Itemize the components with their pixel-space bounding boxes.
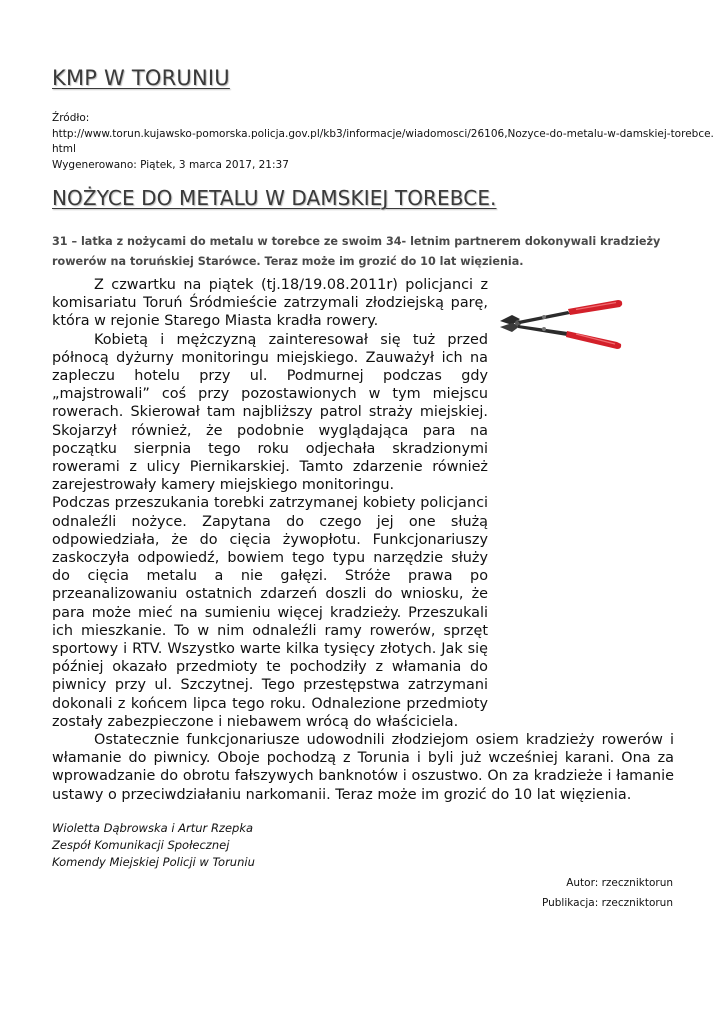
signature-block bbox=[52, 820, 255, 871]
publication-credit: Publikacja: rzeczniktorun bbox=[541, 897, 673, 909]
source-label: Źródło: bbox=[52, 112, 90, 124]
credits-block bbox=[542, 873, 673, 913]
article-title[interactable]: NOŻYCE DO METALU W DAMSKIEJ TOREBCE. bbox=[52, 186, 497, 210]
paragraph-3: Podczas przeszukania torebki zatrzymanej kobiety policjanci odnaleźli nożyce. Zapytana do czego jej one służą odpowiedziała, że do cięcia żywopłotu. Funkcjonariuszy zaskoczyła odpowiedź, bowiem tego typu narzędzie służy do cięcia metalu a nie gałęzi. Stróże prawa po przeanalizowaniu ostatnich zdarzeń doszli do wniosku, że para może mieć na sumieniu więcej kradzieży. Przeszukali ich mieszkanie. To w nim odnaleźli ramy rowerów, sprzęt sportowy i RTV. Wszystko warte kilka tysięcy złotych. Jak się później okazało przedmioty te pochodziły z włamania do piwnicy przy ul. Szczytnej. Tego przestępstwa zatrzymani dokonali z końcem lipca tego roku. Odnalezione przedmioty zostały zabezpieczone i niebawem wrócą do właściciela. bbox=[52, 495, 488, 730]
source-url-line1[interactable]: http://www.torun.kujawsko-pomorska.policja.gov.pl/kb3/informacje/wiadomosci/26106,Nozyce-do-metalu-w-damskiej-torebce. bbox=[52, 127, 714, 140]
paragraph-1: Z czwartku na piątek (tj.18/19.08.2011r) policjanci z komisariatu Toruń Śródmieście zatrzymali złodziejską parę, która w rejonie Starego Miasta kradła rowery. bbox=[52, 277, 488, 330]
generated-date: Wygenerowano: Piątek, 3 marca 2017, 21:37 bbox=[52, 158, 289, 171]
paragraph-4: Ostatecznie funkcjonariusze udowodnili złodziejom osiem kradzieży rowerów i włamanie do piwnicy. Oboje pochodzą z Torunia i byli już wcześniej karani. Ona za wprowadzanie do obrotu fałszywych banknotów i oszustwo. On za kradzieże i łamanie ustawy o przeciwdziałaniu narkomanii. Teraz może im grozić do 10 lat więzienia. bbox=[52, 732, 674, 803]
paragraph-2: Kobietą i mężczyzną zainteresował się tuż przed północą dyżurny monitoringu miejskiego. Zauważył ich na zapleczu hotelu przy ul. Podmurnej podczas gdy „majstrowali” coś przy pozostawionych w tym miejscu rowerach. Skierował tam najbliższy patrol straży miejskiej. Skojarzył również, że podobnie wyglądająca para na początku sierpnia tego roku odjechała skradzionymi rowerami z ulicy Piernikarskiej. Tamto zdarzenie również zarejestrowały kamery miejskiego monitoringu. bbox=[52, 331, 488, 494]
author-credit: Autor: rzeczniktorun bbox=[566, 877, 673, 889]
article-lead: 31 – latka z nożycami do metalu w torebce ze swoim 34- letnim partnerem dokonywali kradzieży rowerów na toruńskiej Starówce. Teraz może im grozić do 10 lat więzienia. bbox=[52, 235, 661, 268]
site-title[interactable]: KMP W TORUNIU bbox=[52, 66, 230, 90]
bolt-cutter-icon bbox=[496, 294, 624, 354]
signature-team: Zespół Komunikacji Społecznej bbox=[52, 838, 230, 852]
source-meta bbox=[52, 111, 714, 173]
source-url-line2[interactable]: html bbox=[52, 143, 76, 155]
signature-authors: Wioletta Dąbrowska i Artur Rzepka bbox=[52, 821, 254, 835]
signature-unit: Komendy Miejskiej Policji w Toruniu bbox=[52, 855, 255, 869]
article-body bbox=[52, 276, 674, 804]
